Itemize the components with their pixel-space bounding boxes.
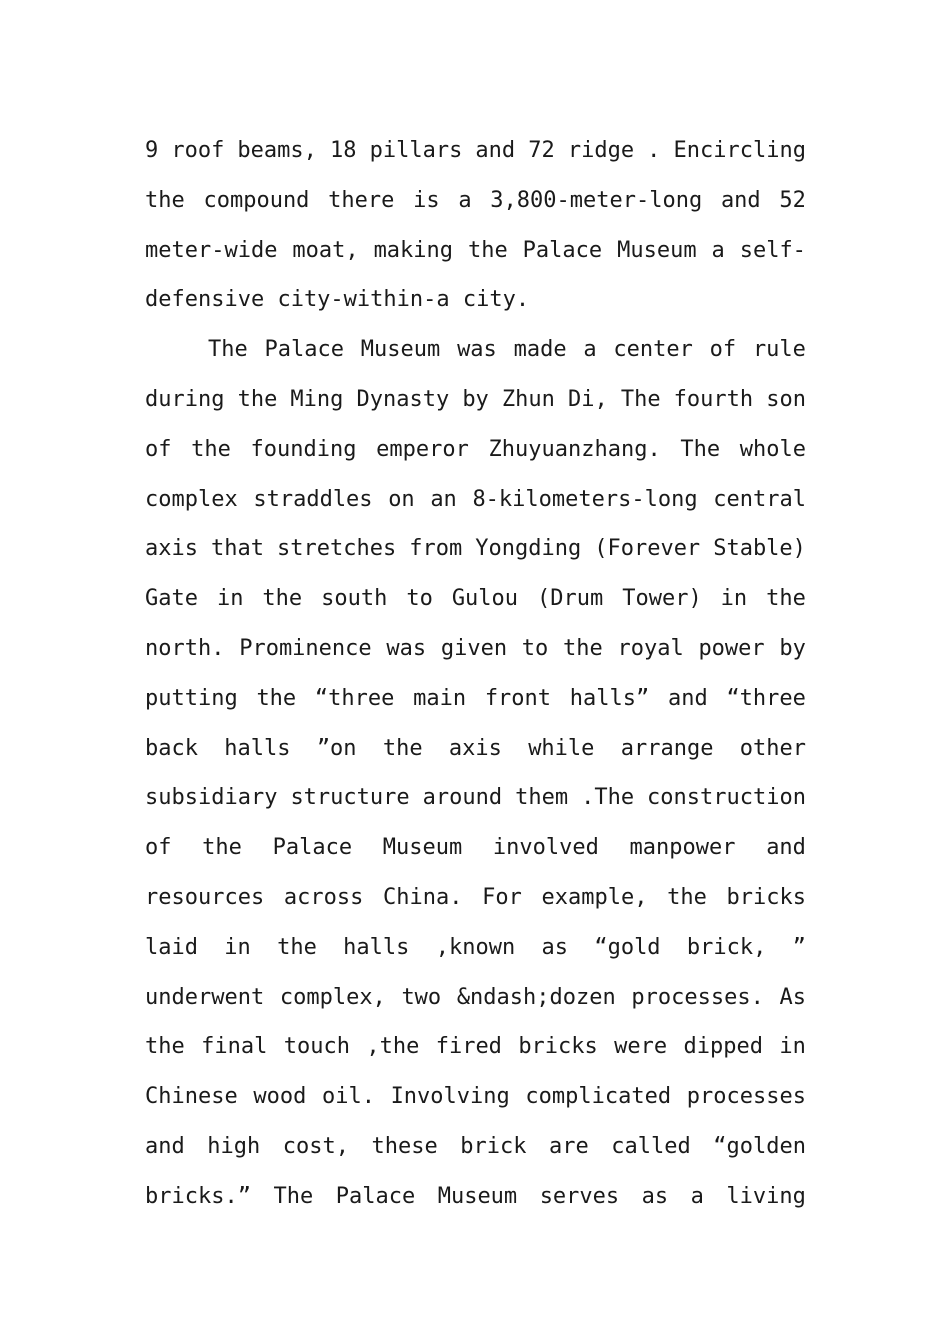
text-line: 9 roof beams, 18 pillars and 72 ridge . Encircling [145, 138, 806, 163]
text-line: and high cost, these brick are called “golden [145, 1133, 806, 1159]
body-text [145, 126, 806, 1222]
text-line: resources across China. For example, the bricks [145, 884, 806, 910]
text-line: the compound there is a 3,800-meter-long and 52 [145, 187, 806, 213]
text-line: Gate in the south to Gulou (Drum Tower) in the [145, 586, 806, 612]
text-line: of the Palace Museum involved manpower and [145, 835, 806, 861]
text-line: back halls ”on the axis while arrange other [145, 735, 806, 761]
text-line: meter-wide moat, making the Palace Museum a self- [145, 237, 806, 263]
text-line: subsidiary structure around them .The construction [145, 785, 806, 811]
text-line: during the Ming Dynasty by Zhun Di, The fourth son [145, 386, 806, 412]
text-line: defensive city-within-a city. [145, 287, 530, 313]
text-line: The Palace Museum was made a center of rule [208, 337, 806, 363]
text-line: of the founding emperor Zhuyuanzhang. The whole [145, 436, 806, 462]
text-line: complex straddles on an 8-kilometers-long central [145, 486, 806, 512]
text-line: axis that stretches from Yongding (Forever Stable) [145, 536, 806, 562]
text-line: north. Prominence was given to the royal power by [145, 635, 806, 661]
text-line: laid in the halls ,known as “gold brick, ” [145, 934, 806, 960]
text-line: Chinese wood oil. Involving complicated processes [145, 1084, 806, 1110]
text-line: putting the “three main front halls” and “three [145, 685, 806, 711]
text-line: bricks.” The Palace Museum serves as a living [145, 1183, 806, 1209]
text-line: the final touch ,the fired bricks were dipped in [145, 1034, 806, 1060]
text-line: underwent complex, two &ndash;dozen processes. As [145, 984, 806, 1010]
